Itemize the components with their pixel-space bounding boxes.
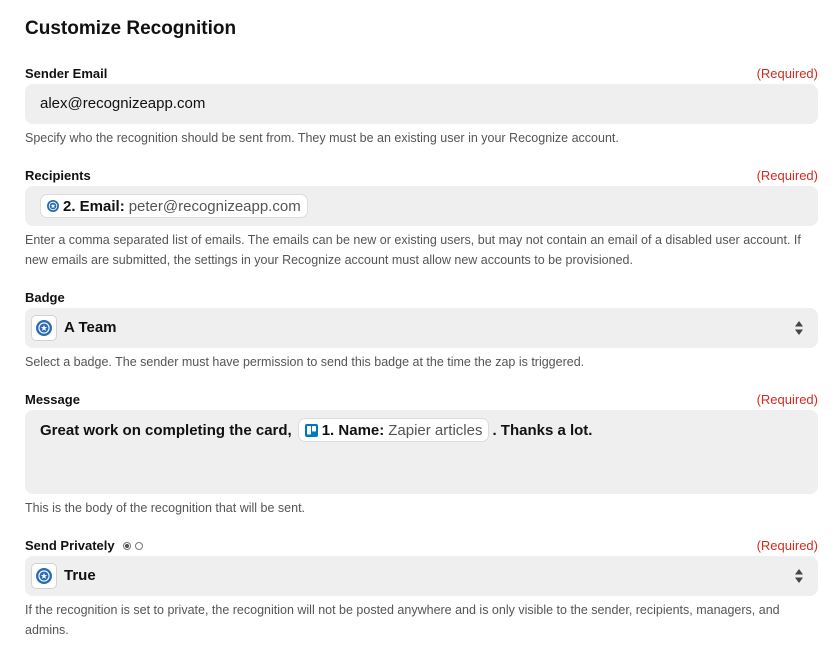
updown-chevron-icon xyxy=(794,320,804,336)
send-privately-help: If the recognition is set to private, the recognition will not be posted anywhere and is only visible to the sender, recipients, managers, and admins. xyxy=(25,603,780,637)
badge-select[interactable] xyxy=(25,308,818,348)
send-privately-label-row xyxy=(25,538,143,553)
send-privately-icon-box xyxy=(31,563,57,589)
recognize-star-icon xyxy=(36,320,52,336)
message-help: This is the body of the recognition that will be sent. xyxy=(25,501,306,515)
sender-email-value: alex@recognizeapp.com xyxy=(40,95,206,112)
recipient-pill-key: 2. Email: xyxy=(63,197,125,215)
recipient-pill[interactable] xyxy=(40,194,308,218)
message-pill-value: Zapier articles xyxy=(388,421,483,439)
message-pill-key: 1. Name: xyxy=(321,421,385,439)
send-privately-required: (Required) xyxy=(756,538,818,553)
sender-email-field[interactable] xyxy=(25,84,818,124)
recipients-help: Enter a comma separated list of emails. The emails can be new or existing users, but may not contain an email of a disabled user account. If new emails are submitted, the settings in your Recognize account must allow new accounts to be provisioned. xyxy=(25,233,801,267)
recipients-required: (Required) xyxy=(756,168,818,183)
message-prefix: Great work on completing the card, xyxy=(40,421,292,439)
badge-icon-box xyxy=(31,315,57,341)
recipient-pill-value: peter@recognizeapp.com xyxy=(128,197,301,215)
updown-chevron-icon xyxy=(794,568,804,584)
badge-value: A Team xyxy=(64,319,117,336)
message-field[interactable] xyxy=(25,410,818,494)
trello-icon xyxy=(305,424,318,437)
message-required: (Required) xyxy=(756,392,818,407)
sender-email-help: Specify who the recognition should be sent from. They must be an existing user in your Recognize account. xyxy=(25,131,619,145)
message-suffix: . Thanks a lot. xyxy=(492,421,593,439)
badge-help: Select a badge. The sender must have permission to send this badge at the time the zap is triggered. xyxy=(25,355,585,369)
send-privately-select[interactable] xyxy=(25,556,818,596)
recipients-label: Recipients xyxy=(25,168,91,183)
sender-email-required: (Required) xyxy=(756,66,818,81)
message-text-line xyxy=(40,418,592,442)
badge-label: Badge xyxy=(25,290,65,305)
message-label: Message xyxy=(25,392,80,407)
recipients-field[interactable] xyxy=(25,186,818,226)
message-pill[interactable] xyxy=(298,418,490,442)
radio-selected-icon[interactable] xyxy=(123,542,131,550)
recognize-star-icon xyxy=(47,200,59,212)
radio-unselected-icon[interactable] xyxy=(135,542,143,550)
recognize-star-icon xyxy=(36,568,52,584)
page-title: Customize Recognition xyxy=(25,18,237,39)
send-privately-value: True xyxy=(64,567,96,584)
sender-email-label: Sender Email xyxy=(25,66,108,81)
send-privately-label: Send Privately xyxy=(25,538,115,553)
